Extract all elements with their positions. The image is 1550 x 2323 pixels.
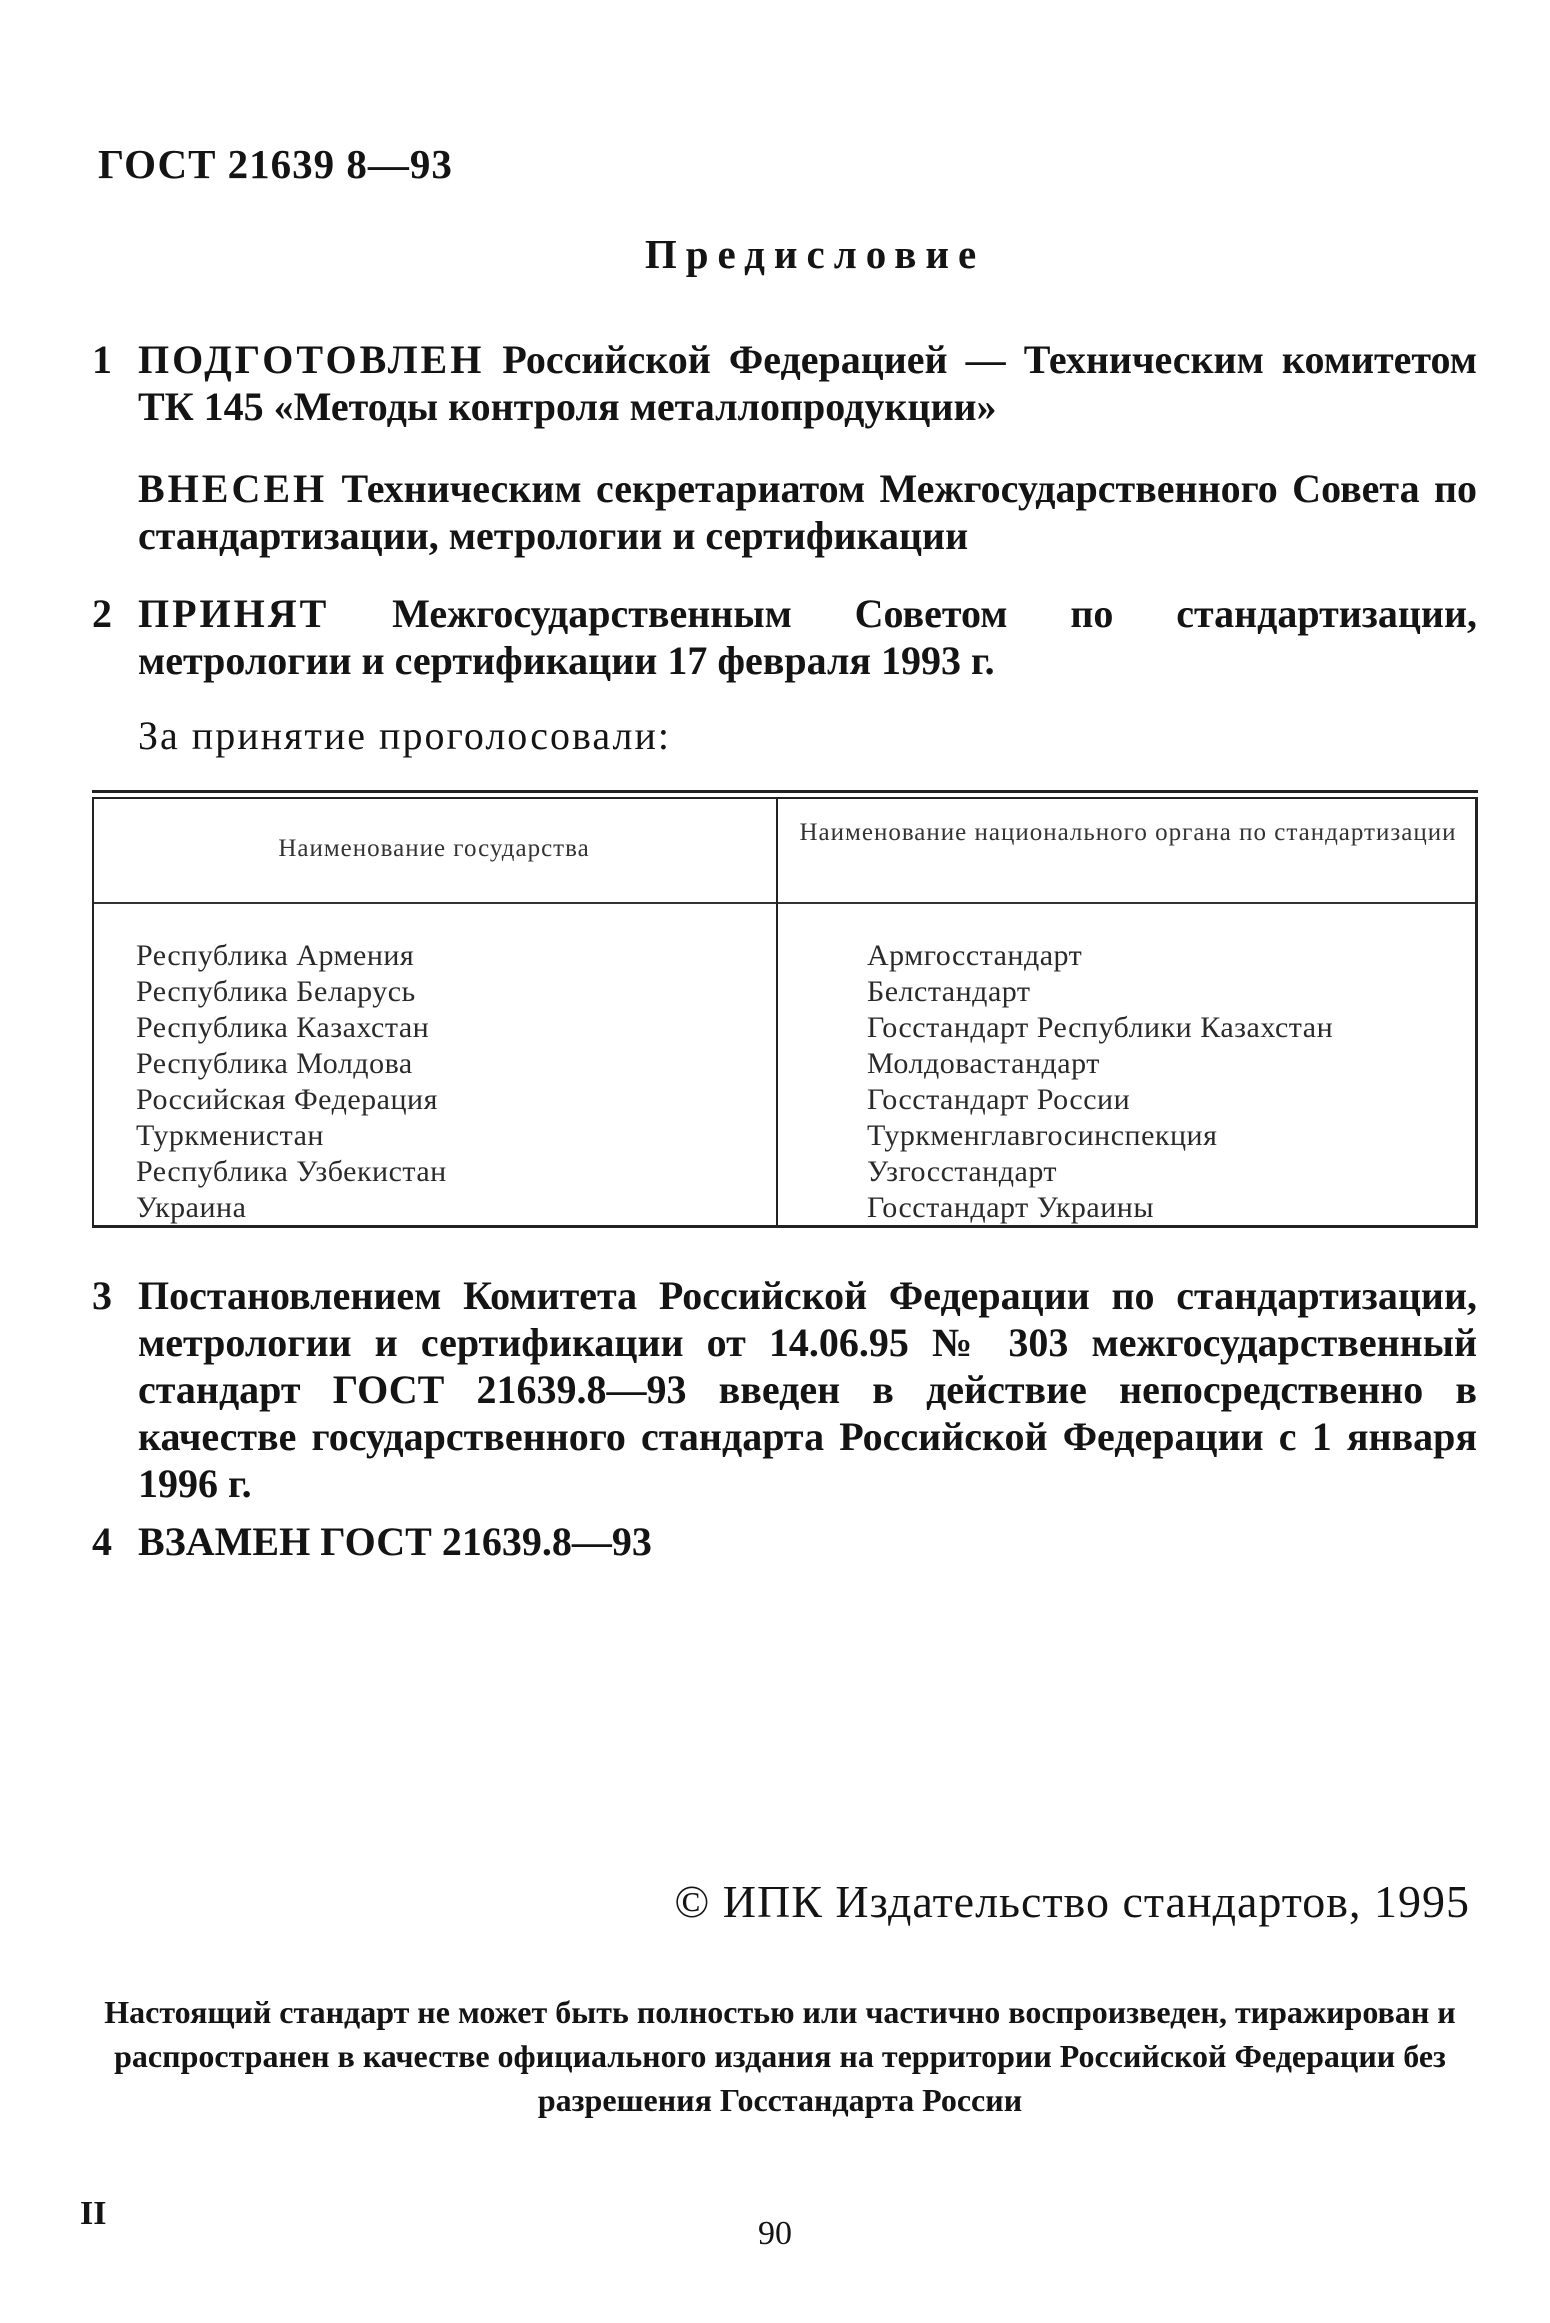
table-header-body: Наименование национального органа по стандартизации: [799, 819, 1457, 846]
table-cell: Туркменистан: [136, 1119, 324, 1152]
reproduction-notice: Настоящий стандарт не может быть полностью или частично воспроизведен, тиражирован и распространен в качестве официального издания на территории Российской Федерации без разрешения Госстандарта России: [104, 1994, 1456, 2118]
section-text: [138, 336, 1477, 430]
section-body: Межгосударственным Советом по стандартизации, метрологии и сертификации 17 февраля 1993 г.: [138, 591, 1477, 683]
document-id: ГОСТ 21639 8—93: [98, 141, 453, 187]
voted-label: За принятие проголосовали:: [138, 713, 671, 758]
table-column-states: [136, 938, 447, 1226]
table-cell: Республика Узбекистан: [136, 1155, 447, 1188]
table-column-bodies: [867, 938, 1333, 1226]
section-number: 2: [92, 591, 112, 636]
table-header-state: Наименование государства: [278, 835, 590, 862]
preface-title: Предисловие: [644, 231, 986, 277]
section-body: Российской Федерацией — Техническим комитетом ТК 145 «Методы контроля металлопродукции»: [138, 337, 1477, 429]
copyright-line: © ИПК Издательство стандартов, 1995: [674, 1876, 1470, 1927]
section-number: 1: [92, 337, 112, 382]
section-4: [92, 1518, 1477, 1565]
table-cell: Туркменглавгосинспекция: [867, 1119, 1218, 1152]
roman-page-number: II: [80, 2195, 107, 2232]
table-header-rule: [92, 902, 1478, 904]
section-text: [138, 590, 1477, 684]
table-cell: Госстандарт России: [867, 1083, 1131, 1116]
table-cell: Республика Беларусь: [136, 975, 416, 1008]
introduced-paragraph: [138, 465, 1477, 559]
section-keyword: ПРИНЯТ: [138, 591, 330, 636]
voting-table: [92, 790, 1478, 1228]
table-cell: Республика Армения: [136, 939, 415, 972]
table-cell: Молдовастандарт: [867, 1047, 1100, 1080]
table-rule: [92, 790, 1478, 793]
table-rule: [92, 797, 1478, 799]
section-text: ВЗАМЕН ГОСТ 21639.8—93: [138, 1519, 652, 1564]
table-cell: Белстандарт: [867, 975, 1031, 1008]
page-number: 90: [758, 2215, 792, 2252]
table-column-divider: [776, 797, 778, 1228]
section-keyword: ПОДГОТОВЛЕН: [138, 337, 485, 382]
table-cell: Госстандарт Украины: [867, 1191, 1154, 1224]
section-text: Постановлением Комитета Российской Федерации по стандартизации, метрологии и сертификации от 14.06.95 № 303 межгосударственный стандарт ГОСТ 21639.8—93 введен в действие непосредственно в качестве государственного стандарта Российской Федерации с 1 января 1996 г.: [138, 1273, 1477, 1506]
section-number: 3: [92, 1273, 112, 1318]
table-cell: Украина: [136, 1191, 247, 1224]
table-cell: Узгосстандарт: [867, 1155, 1058, 1188]
section-2: [92, 590, 1477, 684]
table-cell: Армгосстандарт: [867, 939, 1083, 972]
table-cell: Госстандарт Республики Казахстан: [867, 1011, 1334, 1044]
table-cell: Республика Казахстан: [136, 1011, 430, 1044]
table-cell: Российская Федерация: [136, 1083, 438, 1116]
introduced-keyword: ВНЕСЕН: [138, 466, 328, 511]
table-cell: Республика Молдова: [136, 1047, 413, 1080]
table-border-right: [1475, 797, 1478, 1228]
section-3: [92, 1272, 1477, 1507]
section-number: 4: [92, 1519, 112, 1564]
section-1: [92, 336, 1477, 430]
introduced-body: Техническим секретариатом Межгосударственного Совета по стандартизации, метрологии и сертификации: [138, 466, 1477, 558]
